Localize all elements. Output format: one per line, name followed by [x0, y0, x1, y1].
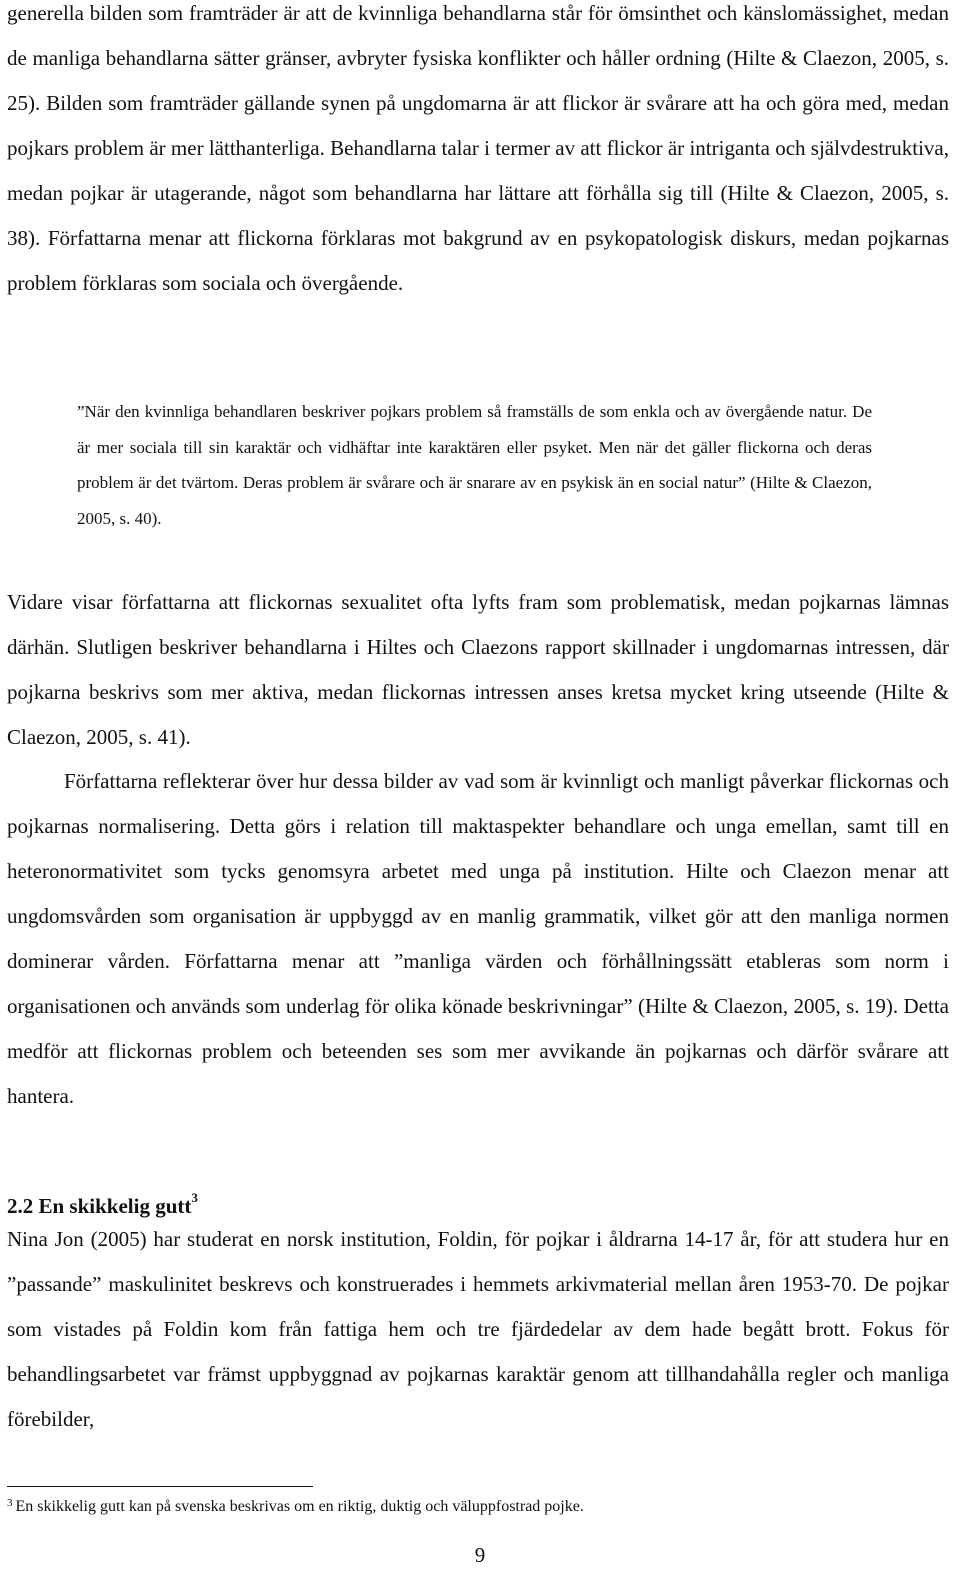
- paragraph-nina-jon: Nina Jon (2005) har studerat en norsk institution, Foldin, för pojkar i åldrarna 14-17 år, för att studera hur en ”passande” maskulinitet beskrevs och konstruerades i hemmets arkivmaterial mellan åren 1953-70. De pojkar som vistades på Foldin kom från fattiga hem och tre fjärdedelar av dem hade begått brott. Fokus för behandlingsarbetet var främst uppbyggnad av pojkarnas karaktär genom att tillhandahålla regler och manliga förebilder,: [7, 1227, 949, 1431]
- paragraph-gender-roles: generella bilden som framträder är att de kvinnliga behandlarna står för ömsinthet och känslomässighet, medan de manliga behandlarna sätter gränser, avbryter fysiska konflikter och håller ordning (Hilte & Claezon, 2005, s. 25). Bilden som framträder gällande synen på ungdomarna är att flickor är svårare att ha och göra med, medan pojkars problem är mer lätthanterliga. Behandlarna talar i termer av att flickor är intriganta och självdestruktiva, medan pojkar är utagerande, något som behandlarna har lättare att förhålla sig till (Hilte & Claezon, 2005, s. 38). Författarna menar att flickorna förklaras mot bakgrund av en psykopatologisk diskurs, medan pojkarnas problem förklaras som sociala och övergående.: [7, 1, 949, 295]
- footnote-marker: 3: [7, 1497, 13, 1509]
- footnote-divider: [7, 1486, 313, 1487]
- footnote: [7, 1496, 947, 1518]
- footnote-text: En skikkelig gutt kan på svenska beskrivas om en riktig, duktig och väluppfostrad pojke.: [15, 1498, 584, 1515]
- paragraph-sexuality: Vidare visar författarna att flickornas sexualitet ofta lyfts fram som problematisk, medan pojkarnas lämnas därhän. Slutligen beskriver behandlarna i Hiltes och Claezons rapport skillnader i ungdomarnas intressen, där pojkarna beskrivs som mer aktiva, medan flickornas intressen anses kretsa mycket kring utseende (Hilte & Claezon, 2005, s. 41).: [7, 590, 949, 749]
- block-quote: ”När den kvinnliga behandlaren beskriver pojkars problem så framställs de som enkla och av övergående natur. De är mer sociala till sin karaktär och vidhäftar inte karaktären eller psyket. Men när det gäller flickorna och deras problem är det tvärtom. Deras problem är svårare och är snarare av en psykisk än en social natur” (Hilte & Claezon, 2005, s. 40).: [77, 402, 872, 528]
- section-heading-text: 2.2 En skikkelig gutt: [7, 1194, 192, 1218]
- footnote-reference: 3: [191, 1190, 198, 1205]
- page-number: 9: [474, 1543, 486, 1567]
- paragraph-reflection: Författarna reflekterar över hur dessa bilder av vad som är kvinnligt och manligt påverkar flickornas och pojkarnas normalisering. Detta görs i relation till maktaspekter behandlare och unga emellan, samt till en heteronormativitet som tycks genomsyra arbetet med unga på institution. Hilte och Claezon menar att ungdomsvården som organisation är uppbyggd av en manlig grammatik, vilket gör att den manliga normen dominerar vården. Författarna menar att ”manliga värden och förhållningssätt etableras som norm i organisationen och används som underlag för olika könade beskrivningar” (Hilte & Claezon, 2005, s. 19). Detta medför att flickornas problem och beteenden ses som mer avvikande än pojkarnas och därför svårare att hantera.: [7, 769, 949, 1108]
